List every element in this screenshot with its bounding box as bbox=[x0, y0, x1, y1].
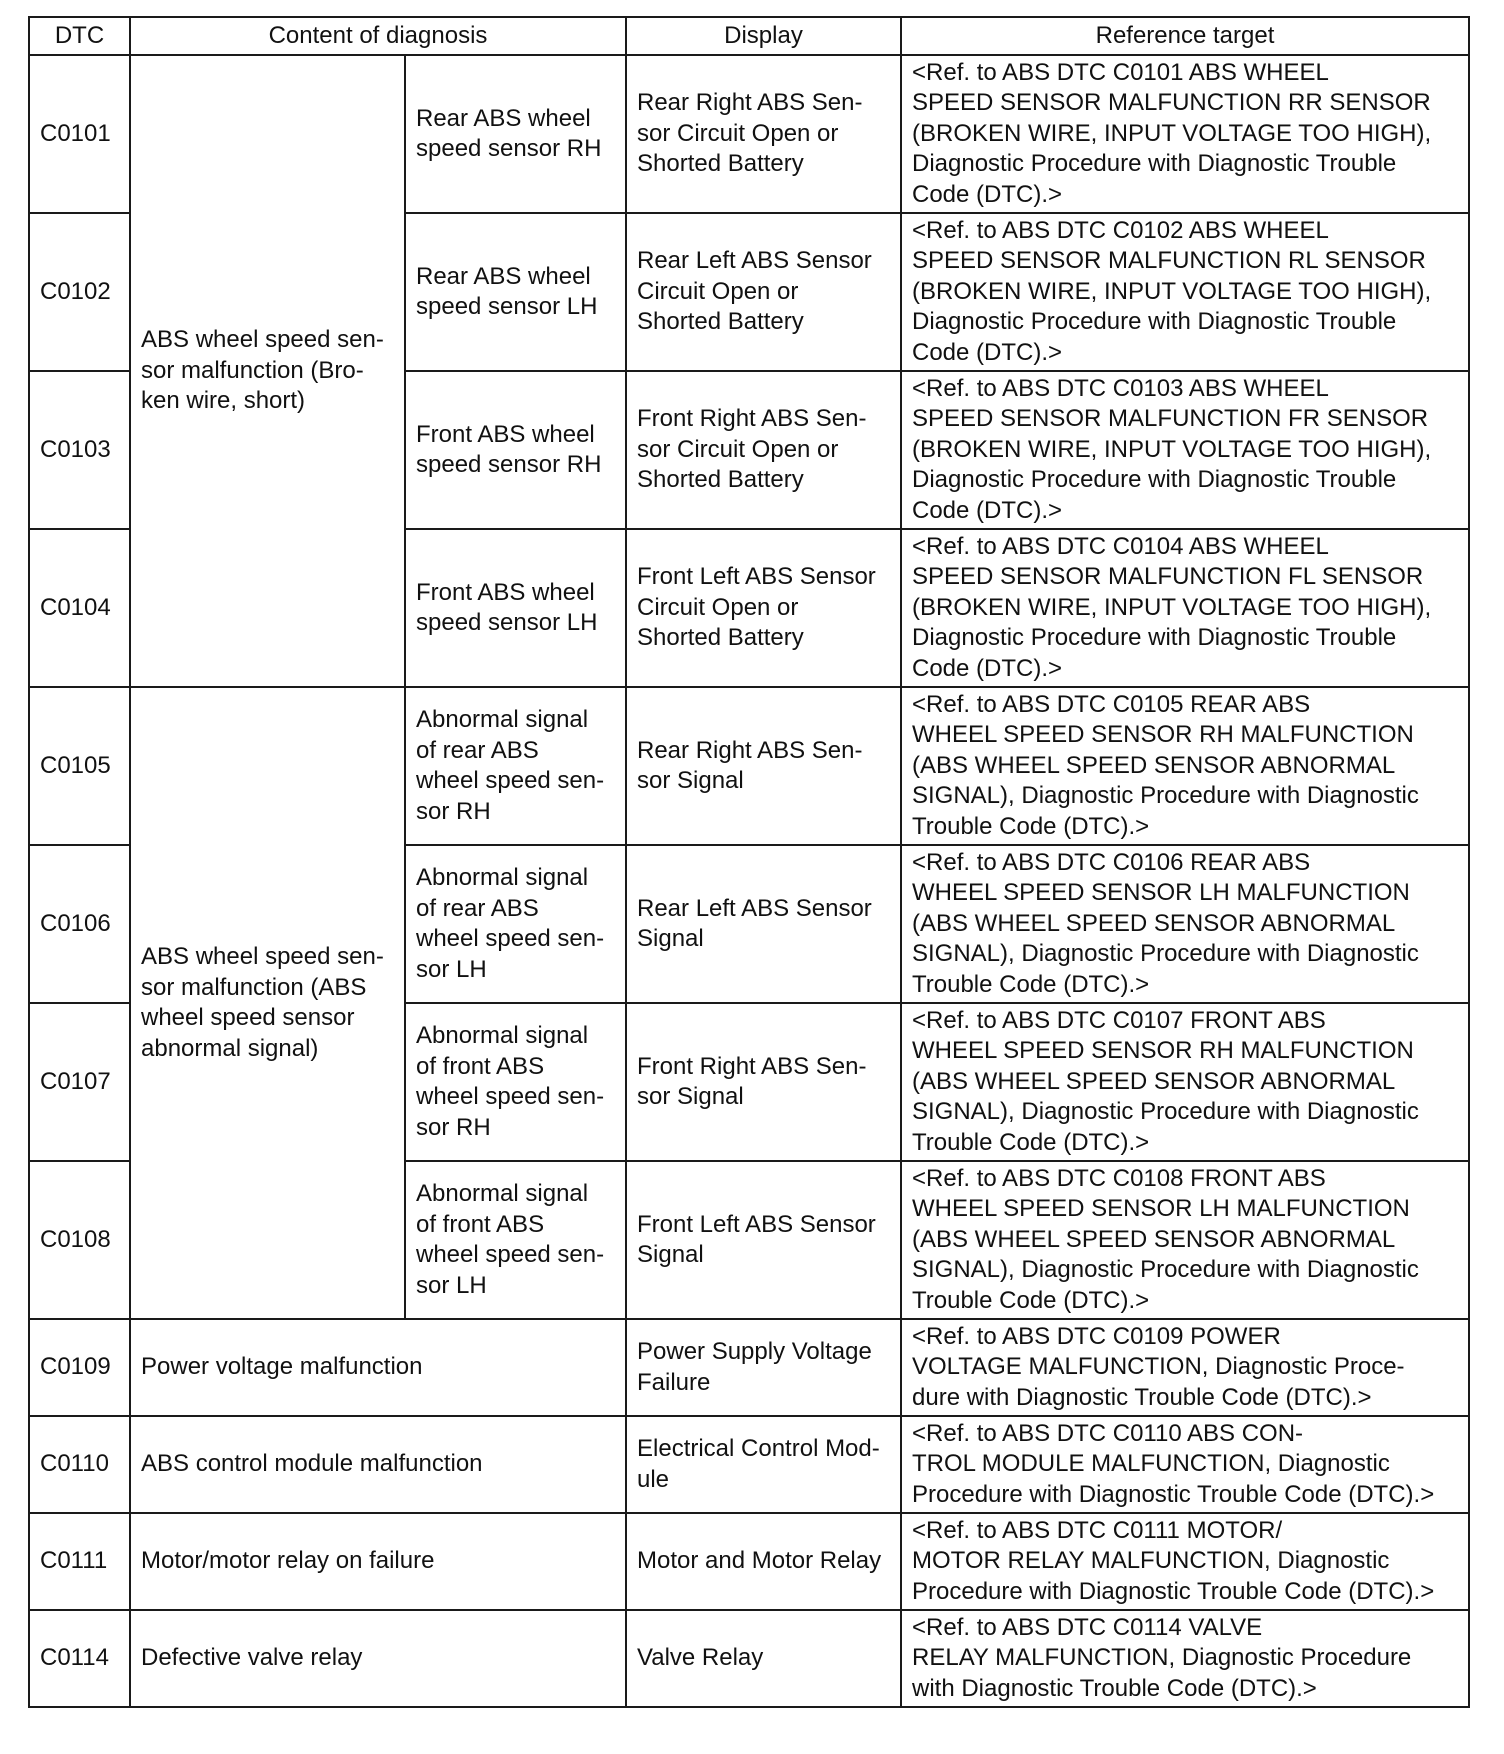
diagnosis-detail bbox=[405, 371, 626, 529]
text-line: Abnormal signal bbox=[416, 1180, 589, 1207]
dtc-code: C0114 bbox=[29, 1610, 130, 1707]
text-line: Front ABS wheel bbox=[416, 578, 595, 606]
text-line: <Ref. to ABS DTC C0104 ABS WHEEL bbox=[912, 532, 1329, 560]
reference-target bbox=[901, 371, 1469, 529]
dtc-table bbox=[28, 16, 1470, 1708]
diagnosis-content: Motor/motor relay on failure bbox=[130, 1513, 626, 1610]
text-line: speed sensor LH bbox=[416, 293, 598, 320]
text-line: sor Signal bbox=[637, 1083, 744, 1110]
text-line: Shorted Battery bbox=[637, 150, 804, 178]
text-line: Diagnostic Procedure with Diagnostic Trouble bbox=[912, 466, 1397, 494]
text-line: wheel speed sensor bbox=[141, 1004, 355, 1031]
text-line: Front Left ABS Sensor bbox=[637, 563, 876, 591]
dtc-code: C0102 bbox=[29, 213, 130, 371]
reference-target bbox=[901, 687, 1469, 845]
text-line: Circuit Open or bbox=[637, 277, 799, 305]
text-line: ken wire, short) bbox=[141, 387, 306, 415]
table-row bbox=[29, 1513, 1469, 1610]
display-text bbox=[626, 1161, 901, 1319]
text-line: Rear Left ABS Sensor bbox=[637, 247, 872, 275]
text-line: Diagnostic Procedure with Diagnostic Trouble bbox=[912, 308, 1397, 336]
text-line: Code (DTC).> bbox=[912, 180, 1063, 208]
text-line: speed sensor RH bbox=[416, 135, 602, 162]
header-dtc: DTC bbox=[29, 17, 130, 55]
text-line: Procedure with Diagnostic Trouble Code (DTC).> bbox=[912, 1577, 1435, 1605]
text-line: (ABS WHEEL SPEED SENSOR ABNORMAL bbox=[912, 751, 1396, 779]
text-line: sor malfunction (Bro- bbox=[141, 356, 364, 384]
diagnosis-detail bbox=[405, 529, 626, 687]
text-line: Rear ABS wheel bbox=[416, 262, 591, 290]
display-text bbox=[626, 529, 901, 687]
display-text bbox=[626, 1319, 901, 1416]
text-line: Rear ABS wheel bbox=[416, 104, 591, 132]
diagnosis-detail bbox=[405, 213, 626, 371]
header-display: Display bbox=[626, 17, 901, 55]
display-text bbox=[626, 1416, 901, 1513]
text-line: sor RH bbox=[416, 797, 491, 825]
dtc-code: C0103 bbox=[29, 371, 130, 529]
text-line: SPEED SENSOR MALFUNCTION RL SENSOR bbox=[912, 247, 1426, 275]
text-line: (BROKEN WIRE, INPUT VOLTAGE TOO HIGH), bbox=[912, 435, 1432, 463]
text-line: (BROKEN WIRE, INPUT VOLTAGE TOO HIGH), bbox=[912, 119, 1432, 147]
text-line: Code (DTC).> bbox=[912, 654, 1063, 682]
table-row bbox=[29, 1416, 1469, 1513]
text-line: <Ref. to ABS DTC C0109 POWER bbox=[912, 1322, 1281, 1350]
text-line: Signal bbox=[637, 1241, 704, 1268]
text-line: ule bbox=[637, 1465, 670, 1493]
header-row bbox=[29, 17, 1469, 55]
header-content: Content of diagnosis bbox=[130, 17, 626, 55]
reference-target bbox=[901, 1513, 1469, 1610]
reference-target bbox=[901, 213, 1469, 371]
text-line: (ABS WHEEL SPEED SENSOR ABNORMAL bbox=[912, 1067, 1396, 1095]
diagnosis-content: Defective valve relay bbox=[130, 1610, 626, 1707]
text-line: Procedure with Diagnostic Trouble Code (DTC).> bbox=[912, 1480, 1435, 1508]
text-line: Valve Relay bbox=[637, 1644, 764, 1672]
reference-target bbox=[901, 1416, 1469, 1513]
text-line: Electrical Control Mod- bbox=[637, 1435, 880, 1462]
text-line: Circuit Open or bbox=[637, 593, 799, 621]
text-line: SIGNAL), Diagnostic Procedure with Diagnostic bbox=[912, 1098, 1419, 1126]
text-line: SPEED SENSOR MALFUNCTION FR SENSOR bbox=[912, 405, 1429, 433]
text-line: Diagnostic Procedure with Diagnostic Trouble bbox=[912, 150, 1397, 178]
text-line: (BROKEN WIRE, INPUT VOLTAGE TOO HIGH), bbox=[912, 277, 1432, 305]
table-row bbox=[29, 1319, 1469, 1416]
text-line: wheel speed sen- bbox=[416, 1241, 605, 1268]
text-line: SIGNAL), Diagnostic Procedure with Diagnostic bbox=[912, 940, 1419, 968]
text-line: of rear ABS bbox=[416, 736, 539, 764]
text-line: Diagnostic Procedure with Diagnostic Trouble bbox=[912, 624, 1397, 652]
diagnosis-detail bbox=[405, 1003, 626, 1161]
text-line: Trouble Code (DTC).> bbox=[912, 970, 1150, 998]
table-row bbox=[29, 687, 1469, 845]
text-line: of front ABS bbox=[416, 1052, 545, 1080]
diagnosis-category bbox=[130, 55, 405, 687]
display-text bbox=[626, 1513, 901, 1610]
reference-target bbox=[901, 845, 1469, 1003]
display-text bbox=[626, 55, 901, 213]
text-line: Rear Right ABS Sen- bbox=[637, 89, 863, 117]
display-text bbox=[626, 845, 901, 1003]
text-line: <Ref. to ABS DTC C0107 FRONT ABS bbox=[912, 1006, 1326, 1034]
diagnosis-detail bbox=[405, 55, 626, 213]
text-line: ABS wheel speed sen- bbox=[141, 943, 384, 970]
text-line: sor Signal bbox=[637, 767, 744, 794]
text-line: Rear Left ABS Sensor bbox=[637, 894, 872, 922]
text-line: <Ref. to ABS DTC C0114 VALVE bbox=[912, 1613, 1263, 1641]
table-row bbox=[29, 55, 1469, 213]
text-line: TROL MODULE MALFUNCTION, Diagnostic bbox=[912, 1450, 1390, 1478]
text-line: (ABS WHEEL SPEED SENSOR ABNORMAL bbox=[912, 909, 1396, 937]
diagnosis-detail bbox=[405, 845, 626, 1003]
text-line: Shorted Battery bbox=[637, 624, 804, 652]
text-line: with Diagnostic Trouble Code (DTC).> bbox=[912, 1674, 1317, 1702]
text-line: Rear Right ABS Sen- bbox=[637, 736, 863, 764]
text-line: VOLTAGE MALFUNCTION, Diagnostic Proce- bbox=[912, 1353, 1405, 1381]
text-line: WHEEL SPEED SENSOR LH MALFUNCTION bbox=[912, 879, 1410, 907]
text-line: of rear ABS bbox=[416, 894, 539, 922]
display-text bbox=[626, 1003, 901, 1161]
text-line: sor Circuit Open or bbox=[637, 435, 839, 463]
text-line: <Ref. to ABS DTC C0102 ABS WHEEL bbox=[912, 216, 1329, 244]
dtc-code: C0107 bbox=[29, 1003, 130, 1161]
text-line: SPEED SENSOR MALFUNCTION RR SENSOR bbox=[912, 89, 1431, 117]
table-row bbox=[29, 1610, 1469, 1707]
text-line: Power Supply Voltage bbox=[637, 1338, 872, 1365]
text-line: ABS wheel speed sen- bbox=[141, 326, 384, 354]
text-line: <Ref. to ABS DTC C0111 MOTOR/ bbox=[912, 1516, 1283, 1544]
text-line: Trouble Code (DTC).> bbox=[912, 1128, 1150, 1156]
diagnosis-content: ABS control module malfunction bbox=[130, 1416, 626, 1513]
reference-target bbox=[901, 1003, 1469, 1161]
reference-target bbox=[901, 1319, 1469, 1416]
text-line: Front Left ABS Sensor bbox=[637, 1210, 876, 1238]
text-line: WHEEL SPEED SENSOR RH MALFUNCTION bbox=[912, 1037, 1414, 1065]
text-line: Shorted Battery bbox=[637, 466, 804, 494]
text-line: Front Right ABS Sen- bbox=[637, 405, 867, 433]
text-line: sor Circuit Open or bbox=[637, 119, 839, 147]
diagnosis-detail bbox=[405, 1161, 626, 1319]
text-line: (ABS WHEEL SPEED SENSOR ABNORMAL bbox=[912, 1225, 1396, 1253]
dtc-code: C0101 bbox=[29, 55, 130, 213]
text-line: sor LH bbox=[416, 955, 487, 983]
text-line: dure with Diagnostic Trouble Code (DTC).> bbox=[912, 1383, 1372, 1411]
text-line: sor malfunction (ABS bbox=[141, 973, 367, 1001]
reference-target bbox=[901, 55, 1469, 213]
reference-target bbox=[901, 529, 1469, 687]
text-line: Code (DTC).> bbox=[912, 338, 1063, 366]
dtc-code: C0104 bbox=[29, 529, 130, 687]
text-line: Signal bbox=[637, 925, 704, 952]
text-line: Motor and Motor Relay bbox=[637, 1547, 882, 1575]
text-line: Code (DTC).> bbox=[912, 496, 1063, 524]
text-line: Abnormal signal bbox=[416, 706, 589, 733]
text-line: abnormal signal) bbox=[141, 1034, 319, 1062]
text-line: <Ref. to ABS DTC C0106 REAR ABS bbox=[912, 848, 1311, 876]
text-line: Failure bbox=[637, 1368, 711, 1396]
diagnosis-category bbox=[130, 687, 405, 1319]
text-line: wheel speed sen- bbox=[416, 925, 605, 952]
text-line: SIGNAL), Diagnostic Procedure with Diagnostic bbox=[912, 1256, 1419, 1284]
text-line: Abnormal signal bbox=[416, 864, 589, 891]
text-line: speed sensor RH bbox=[416, 451, 602, 478]
table-body bbox=[29, 55, 1469, 1707]
text-line: wheel speed sen- bbox=[416, 767, 605, 794]
dtc-code: C0111 bbox=[29, 1513, 130, 1610]
diagnosis-content: Power voltage malfunction bbox=[130, 1319, 626, 1416]
text-line: Front Right ABS Sen- bbox=[637, 1052, 867, 1080]
diagnosis-detail bbox=[405, 687, 626, 845]
reference-target bbox=[901, 1161, 1469, 1319]
text-line: <Ref. to ABS DTC C0101 ABS WHEEL bbox=[912, 58, 1329, 86]
text-line: SPEED SENSOR MALFUNCTION FL SENSOR bbox=[912, 563, 1424, 591]
display-text bbox=[626, 213, 901, 371]
text-line: SIGNAL), Diagnostic Procedure with Diagnostic bbox=[912, 782, 1419, 810]
dtc-code: C0109 bbox=[29, 1319, 130, 1416]
text-line: <Ref. to ABS DTC C0105 REAR ABS bbox=[912, 690, 1311, 718]
text-line: <Ref. to ABS DTC C0108 FRONT ABS bbox=[912, 1164, 1326, 1192]
text-line: sor RH bbox=[416, 1113, 491, 1141]
header-reference: Reference target bbox=[901, 17, 1469, 55]
dtc-code: C0110 bbox=[29, 1416, 130, 1513]
text-line: of front ABS bbox=[416, 1210, 545, 1238]
display-text bbox=[626, 1610, 901, 1707]
dtc-code: C0105 bbox=[29, 687, 130, 845]
display-text bbox=[626, 371, 901, 529]
dtc-code: C0106 bbox=[29, 845, 130, 1003]
text-line: RELAY MALFUNCTION, Diagnostic Procedure bbox=[912, 1644, 1412, 1672]
text-line: Abnormal signal bbox=[416, 1022, 589, 1049]
text-line: sor LH bbox=[416, 1271, 487, 1299]
text-line: Trouble Code (DTC).> bbox=[912, 1286, 1150, 1314]
text-line: Trouble Code (DTC).> bbox=[912, 812, 1150, 840]
text-line: <Ref. to ABS DTC C0103 ABS WHEEL bbox=[912, 374, 1329, 402]
text-line: WHEEL SPEED SENSOR LH MALFUNCTION bbox=[912, 1195, 1410, 1223]
text-line: Shorted Battery bbox=[637, 308, 804, 336]
text-line: speed sensor LH bbox=[416, 609, 598, 636]
dtc-code: C0108 bbox=[29, 1161, 130, 1319]
text-line: wheel speed sen- bbox=[416, 1083, 605, 1110]
text-line: (BROKEN WIRE, INPUT VOLTAGE TOO HIGH), bbox=[912, 593, 1432, 621]
display-text bbox=[626, 687, 901, 845]
text-line: MOTOR RELAY MALFUNCTION, Diagnostic bbox=[912, 1547, 1390, 1575]
text-line: <Ref. to ABS DTC C0110 ABS CON- bbox=[912, 1419, 1304, 1447]
text-line: WHEEL SPEED SENSOR RH MALFUNCTION bbox=[912, 721, 1414, 749]
reference-target bbox=[901, 1610, 1469, 1707]
text-line: Front ABS wheel bbox=[416, 420, 595, 448]
